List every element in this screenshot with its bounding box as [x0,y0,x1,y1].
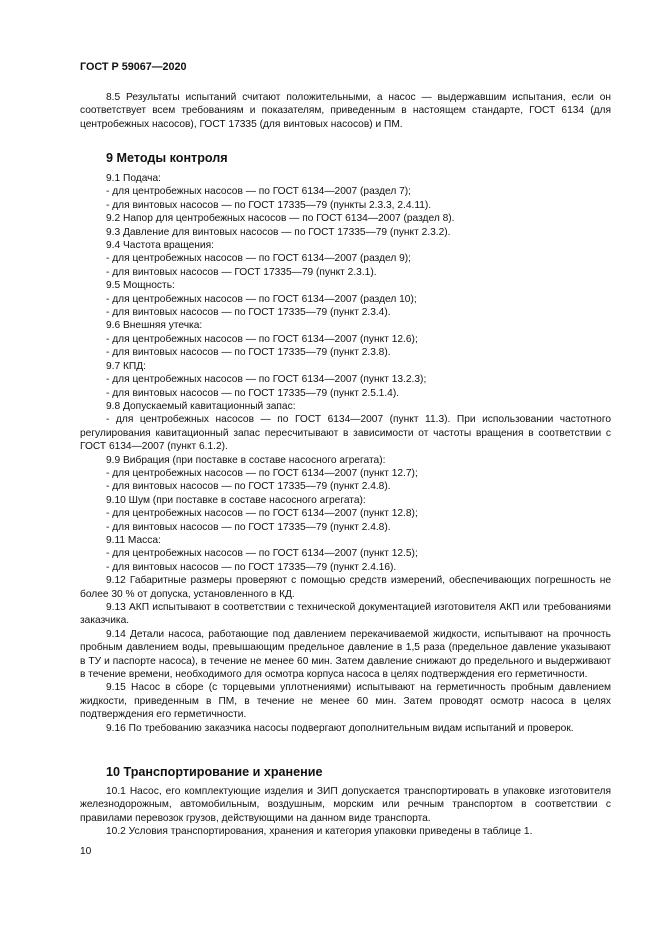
section-9-paragraph: 9.15 Насос в сборе (с торцевыми уплотнениями) испытывают на герметичность пробным давлением жидкости, приведенным в ПМ, в течение не менее 60 мин. Затем проводят осмотр насоса в целях подтверждения его герметичности. [80,682,611,721]
section-9-list-item: - для винтовых насосов — по ГОСТ 17335—79 (пункт 2.4.16). [106,561,397,573]
section-8-end [80,91,611,131]
section-9-paragraph: 9.4 Частота вращения: [106,240,214,252]
section-9-paragraph: - для центробежных насосов — по ГОСТ 6134—2007 (пункт 11.3). При использовании частотного регулирования кавитационный запас пересчитывают в зависимости от частоты вращения в соответствии с ГОСТ 6134—2007 (пункт 6.1.2). [80,414,611,453]
section-9-list-item: - для винтовых насосов — по ГОСТ 17335—79 (пункты 2.3.3, 2.4.11). [106,199,432,211]
section-9-paragraph: 9.5 Мощность: [106,280,175,292]
section-9-paragraph: 9.16 По требованию заказчика насосы подвергают дополнительным видам испытаний и проверок. [106,722,574,734]
running-header: ГОСТ Р 59067—2020 [80,61,187,73]
section-9-paragraph: 9.6 Внешняя утечка: [106,320,203,332]
section-10-paragraph: 10.2 Условия транспортирования, хранения и категория упаковки приведены в таблице 1. [106,826,533,838]
section-9-paragraph: 9.11 Масса: [106,534,161,546]
section-9-paragraph: 9.8 Допускаемый кавитационный запас: [106,400,296,412]
section-9-list-item: - для центробежных насосов — по ГОСТ 6134—2007 (пункт 13.2.3); [106,374,427,386]
section-9-list-item: - для центробежных насосов — по ГОСТ 6134—2007 (раздел 7); [106,186,412,198]
section-10-heading: 10 Транспортирование и хранение [106,765,323,779]
section-9-list-item: - для центробежных насосов — по ГОСТ 6134—2007 (раздел 10); [106,293,417,305]
section-9-list-item: - для центробежных насосов — по ГОСТ 6134—2007 (пункт 12.8); [106,508,418,520]
section-10-body [80,785,611,839]
page-number: 10 [80,846,92,857]
section-9-heading: 9 Методы контроля [106,151,228,165]
section-10-heading-wrap [80,764,611,780]
section-9-paragraph: 9.13 АКП испытывают в соответствии с технической документацией изготовителя АКП или требованиями заказчика. [80,602,611,627]
section-9-list-item: - для винтовых насосов — по ГОСТ 17335—79 (пункт 2.4.8). [106,521,391,533]
section-9-list-item: - для винтовых насосов — по ГОСТ 17335—79 (пункт 2.4.8). [106,481,391,493]
section-9-paragraph: 9.14 Детали насоса, работающие под давлением перекачиваемой жидкости, испытывают на прочность пробным давлением воды, превышающим предельное давление в 1,5 раза (предельное давление указывают в ТУ и паспорте насоса), в течение не менее 60 мин. Затем давление снижают до предельного и выдерживают в течение времени, необходимого для осмотра корпуса насоса в целях подтверждения его герметичности. [80,628,611,681]
section-9-heading-wrap [80,150,611,166]
section-9-body [80,172,611,735]
section-9-list-item: - для винтовых насосов — по ГОСТ 17335—79 (пункт 2.5.1.4). [106,387,400,399]
paragraph-8-5: 8.5 Результаты испытаний считают положительными, а насос — выдержавшим испытания, если он соответствует всем требованиям и показателям, приведенным в настоящем стандарте, ГОСТ 6134 (для центробежных насосов), ГОСТ 17335 (для винтовых насосов) и ПМ. [80,92,611,130]
section-9-list-item: - для винтовых насосов — по ГОСТ 17335—79 (пункт 2.3.8). [106,347,391,359]
section-9-paragraph: 9.2 Напор для центробежных насосов — по ГОСТ 6134—2007 (раздел 8). [106,213,455,225]
section-9-list-item: - для центробежных насосов — по ГОСТ 6134—2007 (пункт 12.7); [106,467,418,479]
section-10-paragraph: 10.1 Насос, его комплектующие изделия и ЗИП допускается транспортировать в упаковке изготовителя железнодорожным, автомобильным, воздушным, морским или речным транспортом в соответствии с правилами перевозок грузов, действующими на данном виде транспорта. [80,786,611,824]
section-9-list-item: - для центробежных насосов — по ГОСТ 6134—2007 (пункт 12.5); [106,548,418,560]
section-9-list-item: - для центробежных насосов — по ГОСТ 6134—2007 (пункт 12.6); [106,333,418,345]
section-9-paragraph: 9.7 КПД: [106,360,146,372]
section-9-list-item: - для центробежных насосов — по ГОСТ 6134—2007 (раздел 9); [106,253,412,265]
section-9-paragraph: 9.1 Подача: [106,173,161,184]
section-9-paragraph: 9.10 Шум (при поставке в составе насосного агрегата): [106,494,366,506]
section-9-paragraph: 9.9 Вибрация (при поставке в составе насосного агрегата): [106,454,386,466]
section-9-paragraph: 9.3 Давление для винтовых насосов — по ГОСТ 17335—79 (пункт 2.3.2). [106,226,451,238]
section-9-list-item: - для винтовых насосов — по ГОСТ 17335—79 (пункт 2.3.4). [106,307,391,319]
section-9-list-item: - для винтовых насосов — ГОСТ 17335—79 (пункт 2.3.1). [106,266,377,278]
section-9-paragraph: 9.12 Габаритные размеры проверяют с помощью средств измерений, обеспечивающих погрешность не более 30 % от допуска, установленного в КД. [80,575,611,600]
